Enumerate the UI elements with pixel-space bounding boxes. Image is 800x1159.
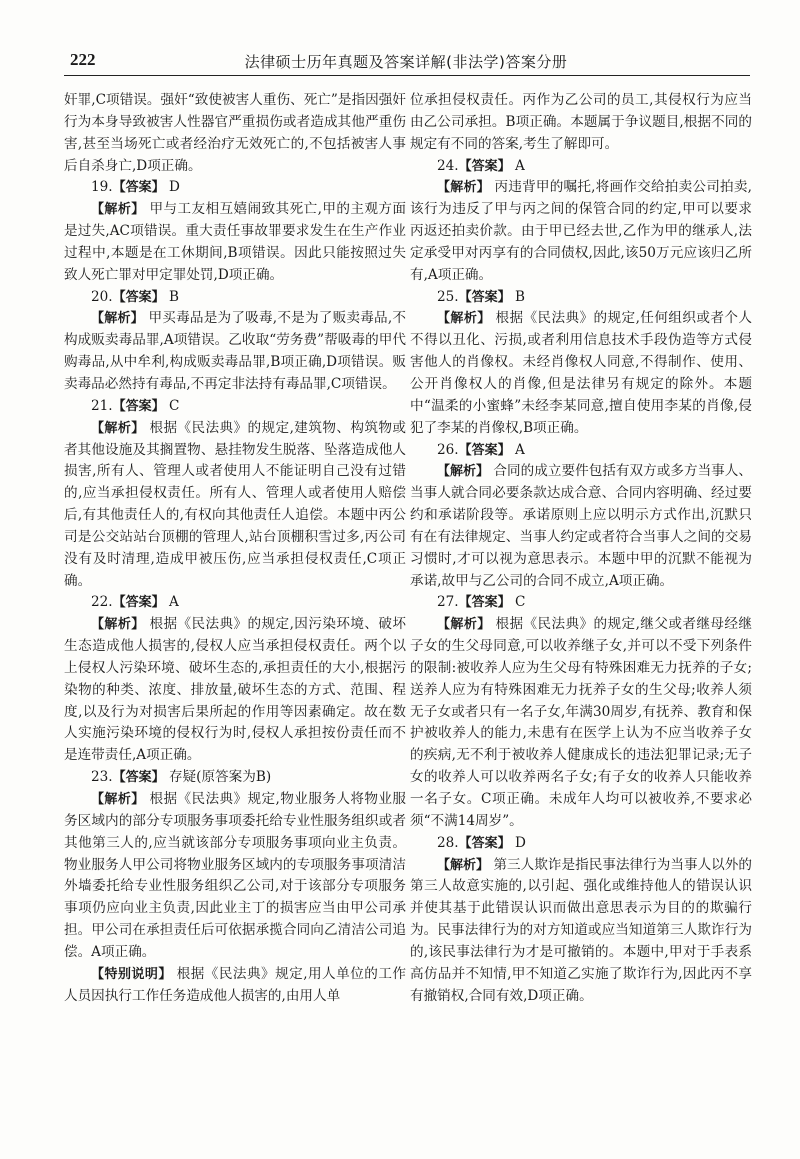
special-note-text: 根据《民法典》规定,用人单位的工作人员因执行工作任务造成他人损害的,由用人单 [64, 965, 406, 1004]
running-title: 法律硕士历年真题及答案详解(非法学)答案分册 [244, 53, 568, 71]
page-number: 222 [70, 50, 96, 69]
answer-value: A [514, 441, 525, 458]
question-number: 25. [437, 288, 459, 305]
analysis-label: 【解析】 [91, 792, 145, 807]
analysis-text: 甲买毒品是为了吸毒,不是为了贩卖毒品,不构成贩卖毒品罪,A项错误。乙收取“劳务费”帮吸毒的甲代购毒品,从中牟利,构成贩卖毒品罪,B项正确,D项错误。贩卖毒品必然持有毒品,不再定非法持有毒品罪,C项错误。 [64, 310, 406, 392]
answer-line [410, 287, 752, 309]
answer-line [410, 833, 752, 855]
answer-value: 存疑(原答案为B) [168, 769, 272, 786]
answer-label: 【答案】 [112, 770, 165, 786]
analysis-label: 【解析】 [437, 180, 490, 196]
answer-line [410, 440, 752, 462]
answer-value: D [514, 834, 526, 851]
answer-label: 【答案】 [112, 180, 165, 196]
answer-value: D [168, 179, 180, 196]
question-number: 27. [437, 594, 459, 611]
analysis-text: 根据《民法典》的规定,因污染环境、破坏生态造成他人损害的,侵权人应当承担侵权责任。两个以上侵权人污染环境、破坏生态的,承担责任的大小,根据污染物的种类、浓度、排放量,破坏生态的方式、范围、程度,以及行为对损害后果所起的作用等因素确定。故在数人实施污染环境的侵权行为时,侵权人承担按份责任而不是连带责任,A项正确。 [64, 616, 406, 764]
answer-value: B [514, 288, 525, 305]
left-column [64, 90, 406, 1007]
answer-label: 【答案】 [458, 442, 511, 458]
analysis-paragraph [64, 308, 406, 395]
answer-line [64, 592, 406, 614]
analysis-text: 甲与工友相互嬉闹致其死亡,甲的主观方面是过失,AC项错误。重大责任事故罪要求发生在生产作业过程中,本题是在工休期间,B项错误。因此只能按照过失致人死亡罪对甲定罪处罚,D项正确。 [64, 201, 406, 283]
special-note-label: 【特别说明】 [91, 966, 172, 982]
analysis-text: 根据《民法典》规定,物业服务人将物业服务区域内的部分专项服务事项委托给专业性服务组织或者其他第三人的,应当就该部分专项服务事项向业主负责。物业服务人甲公司将物业服务区域内的专项服务事项清洁外墙委托给专业性服务组织乙公司,对于该部分专项服务事项仍应向业主负责,因此业主丁的损害应当由甲公司承担。甲公司在承担责任后可依据承揽合同向乙清洁公司追偿。A项正确。 [64, 791, 406, 960]
analysis-label: 【解析】 [91, 617, 145, 633]
analysis-label: 【解析】 [437, 857, 490, 873]
analysis-text: 根据《民法典》的规定,任何组织或者个人不得以丑化、污损,或者利用信息技术手段伪造等方式侵害他人的肖像权。未经肖像权人同意,不得制作、使用、公开肖像权人的肖像,但是法律另有规定的除外。本题中“温柔的小蜜蜂”未经李某同意,擅自使用李某的肖像,侵犯了李某的肖像权,B项正确。 [410, 310, 752, 436]
answer-label: 【答案】 [112, 398, 165, 414]
answer-label: 【答案】 [458, 835, 511, 851]
right-column [410, 90, 752, 1007]
question-number: 19. [91, 179, 113, 196]
analysis-label: 【解析】 [437, 311, 491, 327]
analysis-label: 【解析】 [437, 617, 491, 633]
analysis-paragraph [410, 855, 752, 1008]
analysis-paragraph [410, 461, 752, 592]
question-number: 20. [91, 288, 113, 305]
analysis-paragraph [64, 614, 406, 767]
analysis-paragraph [64, 199, 406, 286]
question-number: 26. [437, 441, 459, 458]
answer-line [64, 767, 406, 789]
analysis-text: 根据《民法典》的规定,继父或者继母经继子女的生父母同意,可以收养继子女,并可以不受下列条件的限制:被收养人应为生父母有特殊困难无力抚养的子女;送养人应为有特殊困难无力抚养子女的生父母;收养人须无子女或者只有一名子女,年满30周岁,有抚养、教育和保护被收养人的能力,未患有在医学上认为不应当收养子女的疾病,无不利于被收养人健康成长的违法犯罪记录;无子女的收养人可以收养两名子女;有子女的收养人只能收养一名子女。C项正确。未成年人均可以被收养,不要求必须“不满14周岁”。 [410, 616, 752, 829]
answer-label: 【答案】 [458, 158, 511, 174]
continued-text: 位承担侵权责任。丙作为乙公司的员工,其侵权行为应当由乙公司承担。B项正确。本题属于争议题目,根据不同的规定有不同的答案,考生了解即可。 [410, 92, 752, 152]
special-note-paragraph [64, 964, 406, 1008]
question-number: 21. [91, 397, 113, 414]
page-header [56, 46, 756, 76]
header-rule [64, 75, 750, 76]
analysis-label: 【解析】 [91, 420, 145, 436]
analysis-label: 【解析】 [437, 464, 490, 480]
analysis-paragraph [64, 789, 406, 964]
analysis-text: 第三人欺诈是指民事法律行为当事人以外的第三人故意实施的,以引起、强化或维持他人的错误认识并使其基于此错误认识而做出意思表示为目的的欺骗行为。民事法律行为的对方知道或应当知道第三人欺诈行为的,该民事法律行为才是可撤销的。本题中,甲对于手表系高仿品并不知情,甲不知道乙实施了欺诈行为,因此丙不享有撤销权,合同有效,D项正确。 [410, 856, 752, 1004]
continued-text: 奸罪,C项错误。强奸“致使被害人重伤、死亡”是指因强奸行为本身导致被害人性器官严重损伤或者造成其他严重伤害,甚至当场死亡或者经治疗无效死亡的,不包括被害人事后自杀身亡,D项正确。 [64, 92, 406, 174]
question-number: 28. [437, 834, 459, 851]
analysis-text: 根据《民法典》的规定,建筑物、构筑物或者其他设施及其搁置物、悬挂物发生脱落、坠落造成他人损害,所有人、管理人或者使用人不能证明自己没有过错的,应当承担侵权责任。所有人、管理人或者使用人赔偿后,有其他责任人的,有权向其他责任人追偿。本题中丙公司是公交站站台顶棚的管理人,站台顶棚积雪过多,丙公司没有及时清理,造成甲被压伤,应当承担侵权责任,C项正确。 [64, 419, 406, 589]
analysis-label: 【解析】 [91, 311, 144, 327]
analysis-paragraph [410, 308, 752, 439]
answer-line [64, 396, 406, 418]
answer-value: C [168, 397, 180, 414]
answer-value: A [168, 594, 179, 611]
question-number: 22. [91, 594, 113, 611]
analysis-paragraph [410, 614, 752, 832]
analysis-paragraph [64, 418, 406, 593]
answer-value: B [168, 288, 179, 305]
answer-label: 【答案】 [458, 595, 511, 611]
answer-line [410, 156, 752, 178]
analysis-label: 【解析】 [91, 202, 145, 218]
answer-value: A [514, 157, 525, 174]
answer-value: C [514, 594, 526, 611]
answer-label: 【答案】 [112, 595, 165, 611]
answer-label: 【答案】 [458, 289, 511, 305]
answer-line [410, 592, 752, 614]
question-number: 23. [91, 769, 113, 786]
answer-label: 【答案】 [112, 289, 165, 305]
analysis-text: 合同的成立要件包括有双方或多方当事人、当事人就合同必要条款达成合意、合同内容明确、经过要约和承诺阶段等。承诺原则上应以明示方式作出,沉默只有在有法律规定、当事人约定或者符合当事人之间的交易习惯时,才可以视为意思表示。本题中甲的沉默不能视为承诺,故甲与乙公司的合同不成立,A项正确。 [410, 463, 752, 589]
question-number: 24. [437, 157, 459, 174]
answer-line [64, 177, 406, 199]
analysis-paragraph [410, 177, 752, 286]
analysis-text: 丙违背甲的嘱托,将画作交给拍卖公司拍卖,该行为违反了甲与丙之间的保管合同的约定,甲可以要求丙返还拍卖价款。由于甲已经去世,乙作为甲的继承人,法定承受甲对丙享有的合同债权,因此,该50万元应该归乙所有,A项正确。 [410, 179, 752, 283]
answer-line [64, 287, 406, 309]
